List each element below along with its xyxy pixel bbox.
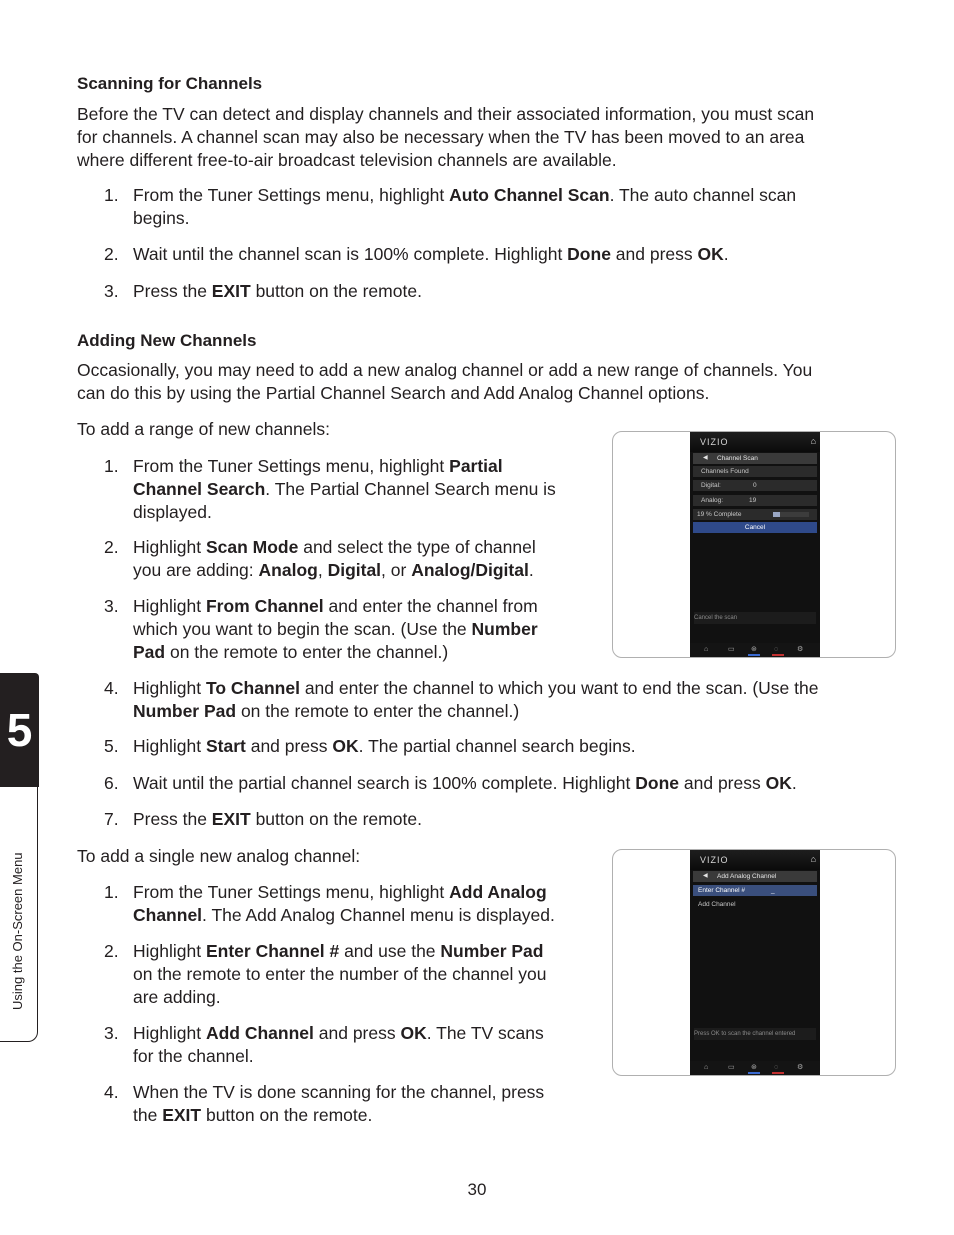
blue-button bbox=[748, 654, 760, 656]
screenshot-add-analog-channel bbox=[612, 849, 896, 1076]
section-heading-adding: Adding New Channels bbox=[77, 331, 257, 350]
vizio-logo: VIZIO bbox=[700, 855, 729, 865]
red-button bbox=[772, 1072, 784, 1074]
remote-button-bar bbox=[690, 1061, 820, 1075]
blue-button bbox=[748, 1072, 760, 1074]
input-icon: ▭ bbox=[728, 646, 735, 653]
list-text: Press the EXIT button on the remote. bbox=[133, 281, 422, 301]
list-text: Wait until the channel scan is 100% complete. Highlight Done and press OK. bbox=[133, 244, 729, 264]
menu-title: ◀ Channel Scan bbox=[693, 453, 817, 464]
menu-title: ◀ Add Analog Channel bbox=[693, 871, 817, 882]
home-icon: ⌂ bbox=[704, 1064, 709, 1071]
chapter-number: 5 bbox=[6, 704, 33, 756]
list-number: 2. bbox=[104, 244, 119, 264]
enter-channel-row[interactable]: Enter Channel # _ bbox=[693, 885, 817, 896]
list-text: From the Tuner Settings menu, highlight Auto Channel Scan. The auto channel scan bbox=[133, 185, 797, 205]
input-icon: ▭ bbox=[728, 1064, 735, 1071]
exit-icon: ◌ bbox=[774, 1064, 779, 1071]
vizio-logo: VIZIO bbox=[700, 437, 729, 447]
v-icon: ⊛ bbox=[751, 1064, 757, 1071]
cancel-button[interactable]: Cancel bbox=[693, 522, 817, 533]
menu-row: Digital: 0 bbox=[693, 480, 817, 491]
settings-icon: ⚙ bbox=[797, 646, 804, 653]
back-arrow-icon: ◀ bbox=[703, 455, 708, 461]
progress-bar bbox=[773, 512, 809, 517]
menu-row: Channels Found bbox=[693, 466, 817, 477]
paragraph-line: can do this by using the Partial Channel Search and Add Analog Channel options. bbox=[77, 383, 710, 403]
paragraph-line: Occasionally, you may need to add a new analog channel or add a new range of channels. You bbox=[77, 360, 813, 380]
paragraph-line: for channels. A channel scan may also be necessary when the TV has been moved to an area bbox=[77, 127, 805, 147]
settings-icon: ⚙ bbox=[797, 1064, 804, 1071]
paragraph-line: where different free-to-air broadcast television channels are available. bbox=[77, 150, 617, 170]
v-icon: ⊛ bbox=[751, 646, 757, 653]
list-text: begins. bbox=[133, 208, 190, 228]
progress-fill bbox=[773, 512, 780, 517]
remote-button-bar bbox=[690, 643, 820, 657]
home-icon: ⌂ bbox=[810, 436, 816, 446]
paragraph-line: To add a single new analog channel: bbox=[77, 846, 361, 866]
back-arrow-icon: ◀ bbox=[703, 873, 708, 879]
home-icon: ⌂ bbox=[810, 854, 816, 864]
paragraph-line: To add a range of new channels: bbox=[77, 419, 330, 439]
list-number: 3. bbox=[104, 281, 119, 301]
home-icon: ⌂ bbox=[704, 646, 709, 653]
help-text: Cancel the scan bbox=[694, 612, 816, 624]
section-heading-scanning: Scanning for Channels bbox=[77, 74, 263, 93]
tv-screen bbox=[690, 432, 820, 657]
menu-row: Analog: 19 bbox=[693, 495, 817, 506]
red-button bbox=[772, 654, 784, 656]
chapter-label: Using the On-Screen Menu bbox=[10, 852, 25, 1010]
page-number: 30 bbox=[467, 1180, 487, 1199]
add-channel-row[interactable]: Add Channel bbox=[698, 901, 736, 908]
screenshot-channel-scan bbox=[612, 431, 896, 658]
tv-screen bbox=[690, 850, 820, 1075]
paragraph-line: Before the TV can detect and display channels and their associated information, you must scan bbox=[77, 104, 815, 124]
list-number: 1. bbox=[104, 185, 119, 205]
progress-row: 19 % Complete bbox=[693, 509, 817, 520]
help-text: Press OK to scan the channel entered bbox=[694, 1028, 816, 1040]
exit-icon: ◌ bbox=[774, 646, 779, 653]
